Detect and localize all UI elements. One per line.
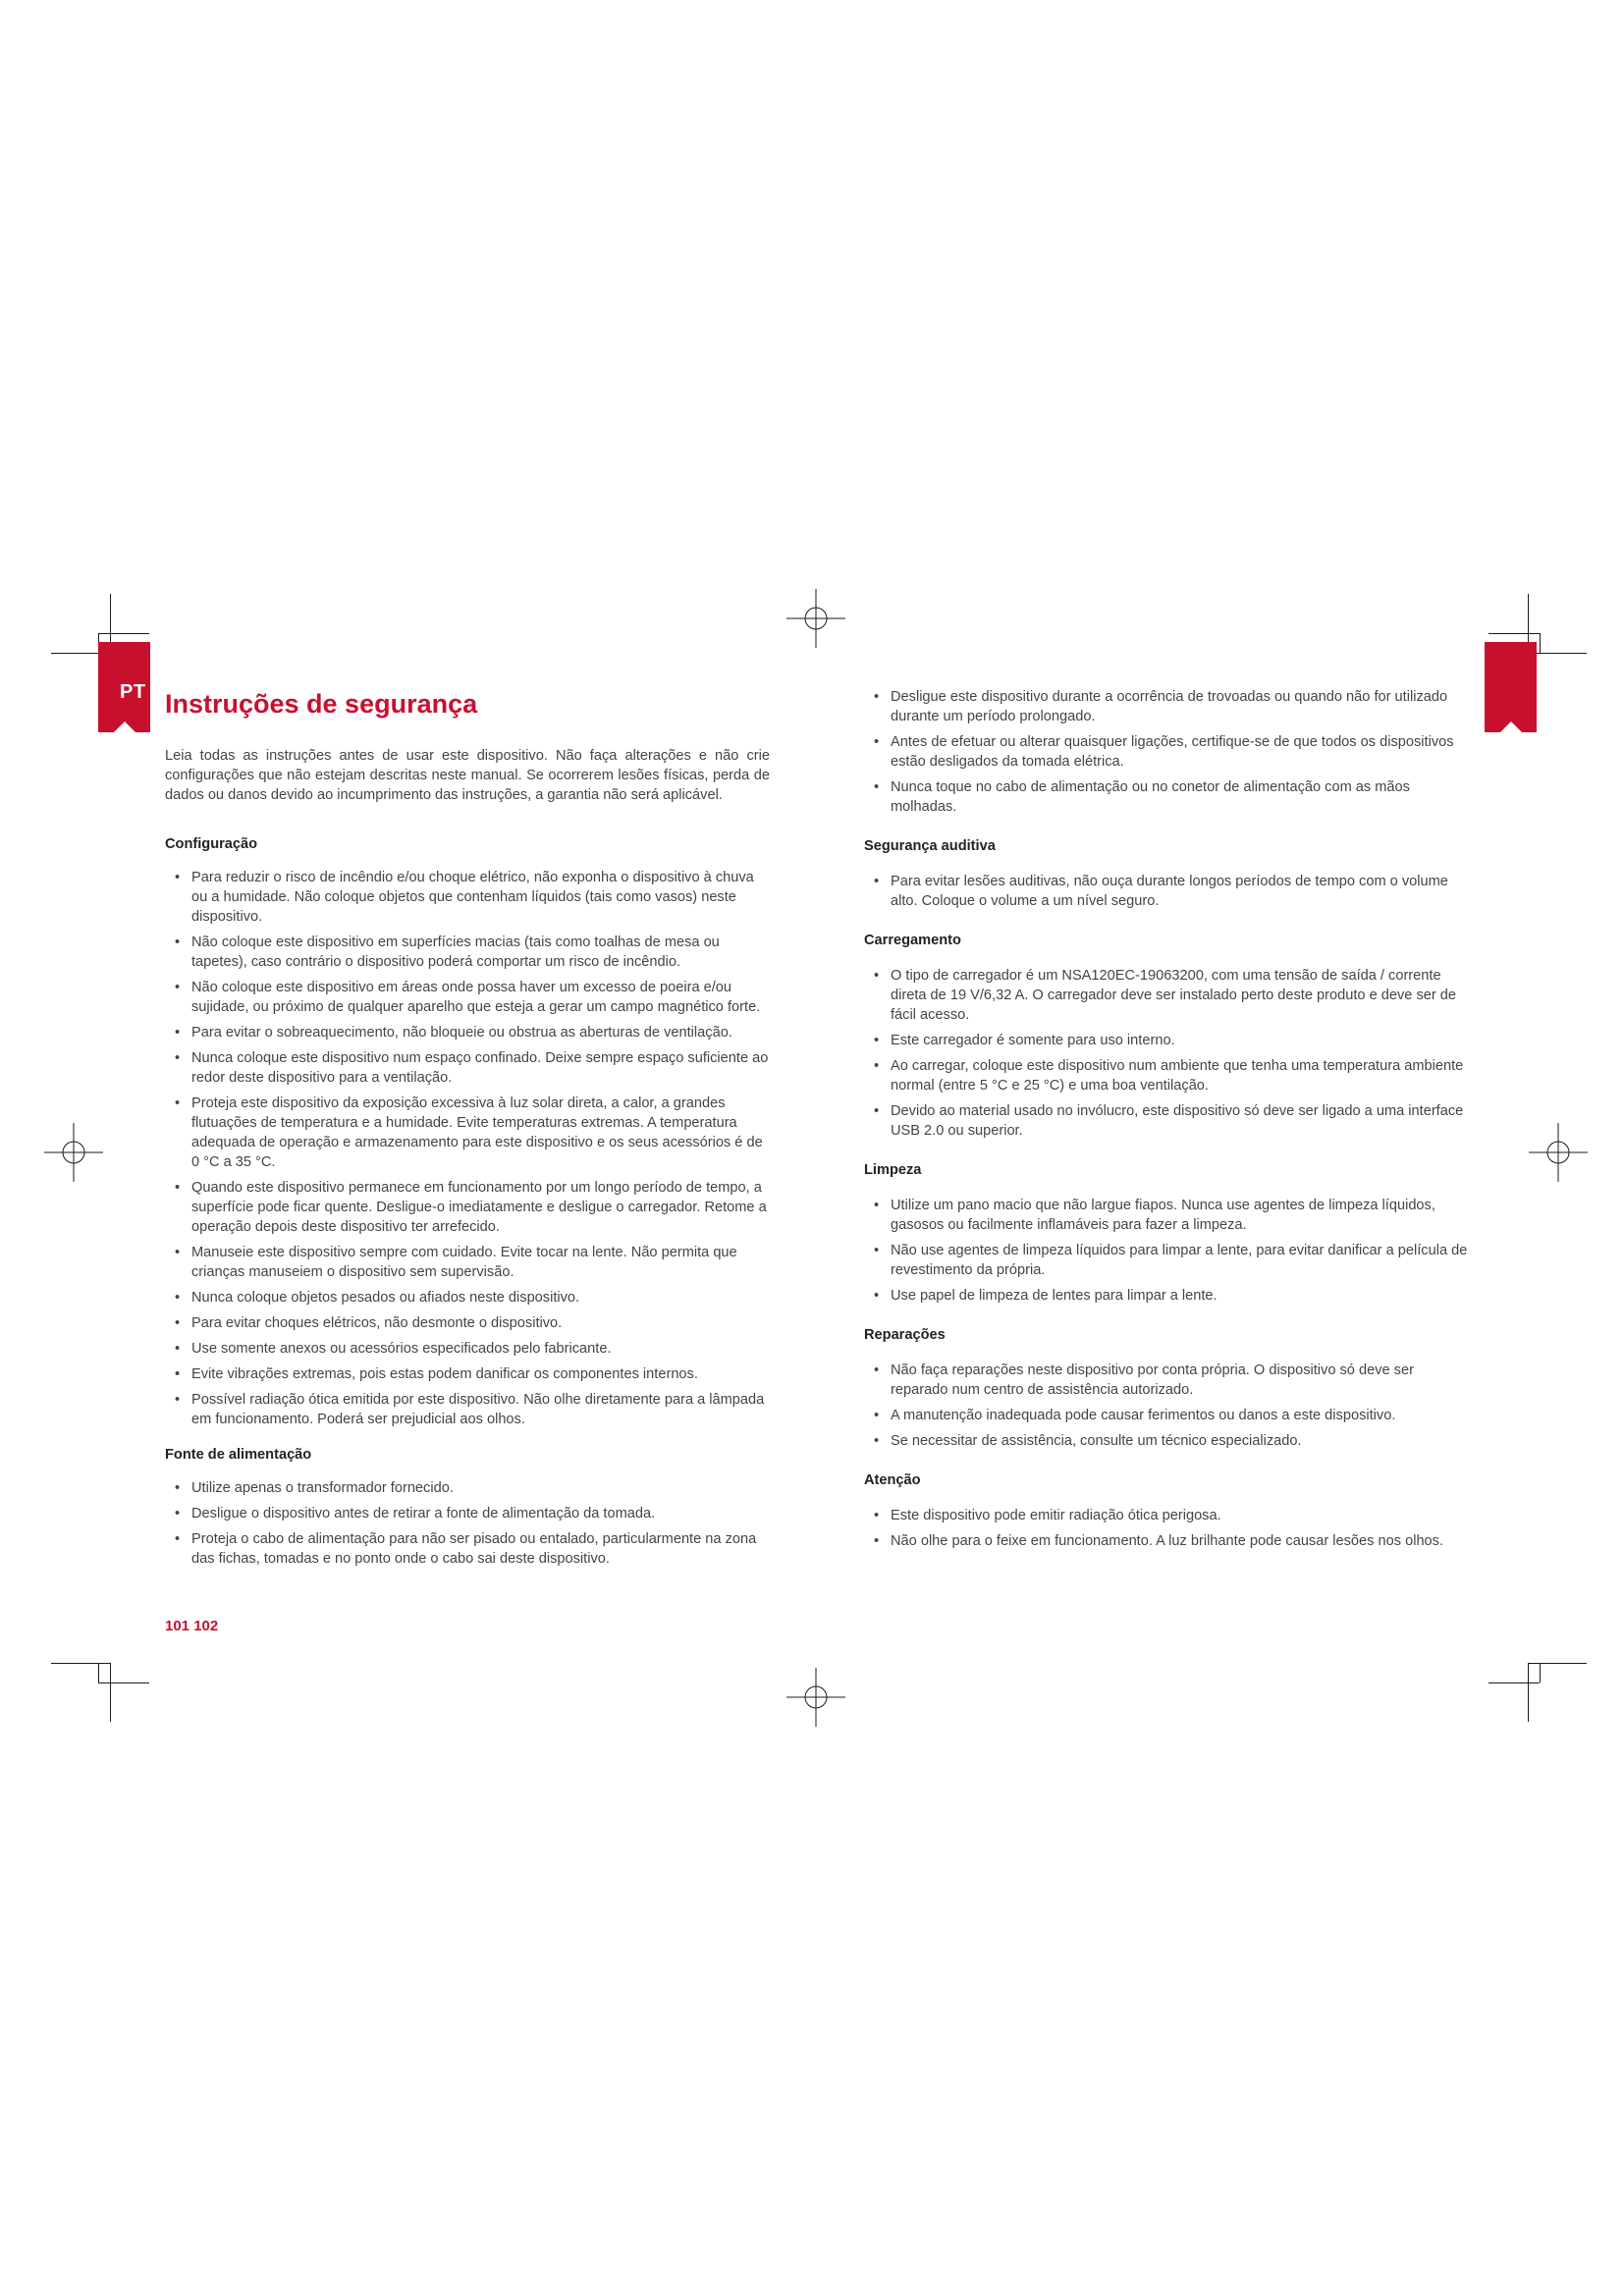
list-item: • Nunca coloque este dispositivo num espaço confinado. Deixe sempre espaço suficiente ao redor deste dispositivo para a ventilação. — [165, 1048, 770, 1088]
list-item: • Desligue este dispositivo durante a ocorrência de trovoadas ou quando não for utilizado durante um período prolongado. — [864, 687, 1475, 726]
crop-mark — [1528, 1663, 1587, 1664]
list-item: • Quando este dispositivo permanece em funcionamento por um longo período de tempo, a superfície pode ficar quente. Desligue-o imediatamente e desligue o carregador. Retome a operação depois deste dispositivo ter arrefecido. — [165, 1178, 770, 1237]
list-item: • Para evitar choques elétricos, não desmonte o dispositivo. — [165, 1313, 770, 1333]
crop-mark — [98, 1663, 99, 1682]
registration-mark-icon — [786, 1668, 845, 1727]
registration-mark-icon — [786, 589, 845, 648]
page-tab-marker — [1485, 642, 1537, 732]
page-numbers: 101 102 — [165, 1618, 219, 1634]
section-list-configuracao — [165, 868, 770, 1429]
crop-mark — [98, 633, 149, 634]
list-item: • Nunca coloque objetos pesados ou afiados neste dispositivo. — [165, 1288, 770, 1308]
list-item: • Para evitar lesões auditivas, não ouça durante longos períodos de tempo com o volume alto. Coloque o volume a um nível seguro. — [864, 872, 1475, 911]
crop-mark — [1528, 1663, 1529, 1722]
section-list-atencao — [864, 1506, 1475, 1551]
list-item: • Evite vibrações extremas, pois estas podem danificar os componentes internos. — [165, 1364, 770, 1384]
section-heading-reparacoes: Reparações — [864, 1327, 946, 1343]
list-item: • Não use agentes de limpeza líquidos para limpar a lente, para evitar danificar a película de revestimento da própria. — [864, 1241, 1475, 1280]
crop-mark — [1489, 633, 1540, 634]
crop-mark — [1540, 633, 1541, 653]
section-heading-fonte-de-alimentacao: Fonte de alimentação — [165, 1447, 312, 1463]
list-item: • Possível radiação ótica emitida por este dispositivo. Não olhe diretamente para a lâmpada em funcionamento. Poderá ser prejudicial aos olhos. — [165, 1390, 770, 1429]
language-tab — [98, 642, 150, 732]
list-item: • Ao carregar, coloque este dispositivo num ambiente que tenha uma temperatura ambiente normal (entre 5 °C e 25 °C) e uma boa ventilação. — [864, 1056, 1475, 1095]
list-item: • Se necessitar de assistência, consulte um técnico especializado. — [864, 1431, 1475, 1451]
section-list-limpeza — [864, 1196, 1475, 1306]
list-item: • Nunca toque no cabo de alimentação ou no conetor de alimentação com as mãos molhadas. — [864, 777, 1475, 817]
list-item: • Manuseie este dispositivo sempre com cuidado. Evite tocar na lente. Não permita que crianças manuseiem o dispositivo sem supervisão. — [165, 1243, 770, 1282]
registration-mark-icon — [1529, 1123, 1588, 1182]
section-list-seguranca-auditiva — [864, 872, 1475, 911]
crop-mark — [1528, 653, 1587, 654]
list-item: • Use somente anexos ou acessórios especificados pelo fabricante. — [165, 1339, 770, 1359]
list-item: • Não olhe para o feixe em funcionamento. A luz brilhante pode causar lesões nos olhos. — [864, 1531, 1475, 1551]
intro-paragraph: Leia todas as instruções antes de usar este dispositivo. Não faça alterações e não crie configurações que não estejam descritas neste manual. Se ocorrerem lesões físicas, perda de dados ou danos devido ao incumprimento das instruções, a garantia não será aplicável. — [165, 748, 770, 803]
right-page — [864, 687, 1475, 1571]
list-item: • Antes de efetuar ou alterar quaisquer ligações, certifique-se de que todos os dispositivos estão desligados da tomada elétrica. — [864, 732, 1475, 772]
list-item: • Não coloque este dispositivo em áreas onde possa haver um excesso de poeira e/ou sujidade, ou próximo de qualquer aparelho que esteja a gerar um campo magnético forte. — [165, 978, 770, 1017]
list-item: • Utilize um pano macio que não largue fiapos. Nunca use agentes de limpeza líquidos, gasosos ou facilmente inflamáveis para fazer a limpeza. — [864, 1196, 1475, 1235]
power-continued-list — [864, 687, 1475, 817]
section-heading-atencao: Atenção — [864, 1472, 921, 1488]
right-sections — [864, 836, 1475, 1551]
list-item: • Devido ao material usado no invólucro, este dispositivo só deve ser ligado a uma interface USB 2.0 ou superior. — [864, 1101, 1475, 1141]
crop-mark — [1540, 1663, 1541, 1682]
left-sections — [165, 834, 770, 1569]
registration-mark-icon — [44, 1123, 103, 1182]
page-title: Instruções de segurança — [165, 689, 478, 719]
list-item: • A manutenção inadequada pode causar ferimentos ou danos a este dispositivo. — [864, 1406, 1475, 1425]
list-item: • Proteja este dispositivo da exposição excessiva à luz solar direta, a calor, a grandes flutuações de temperatura e a humidade. Evite temperaturas extremas. A temperatura adequada de operação e armazenamento para este dispositivo e os seus acessórios é de 0 °C a 35 °C. — [165, 1094, 770, 1172]
crop-mark — [51, 1663, 110, 1664]
list-item: • Use papel de limpeza de lentes para limpar a lente. — [864, 1286, 1475, 1306]
section-list-carregamento — [864, 966, 1475, 1141]
list-item: • Não coloque este dispositivo em superfícies macias (tais como toalhas de mesa ou tapetes), caso contrário o dispositivo poderá comportar um risco de incêndio. — [165, 933, 770, 972]
list-item: • Desligue o dispositivo antes de retirar a fonte de alimentação da tomada. — [165, 1504, 770, 1523]
section-list-fonte-de-alimentacao — [165, 1478, 770, 1569]
list-item: • Este dispositivo pode emitir radiação ótica perigosa. — [864, 1506, 1475, 1525]
section-heading-seguranca-auditiva: Segurança auditiva — [864, 838, 996, 854]
crop-mark — [98, 1682, 149, 1683]
language-tab-label: PT — [120, 681, 146, 703]
section-heading-carregamento: Carregamento — [864, 933, 961, 948]
list-item: • Para reduzir o risco de incêndio e/ou choque elétrico, não exponha o dispositivo à chuva ou a humidade. Não coloque objetos que contenham líquidos (tais como vasos) neste dispositivo. — [165, 868, 770, 927]
crop-mark — [1489, 1682, 1540, 1683]
list-item: • Este carregador é somente para uso interno. — [864, 1031, 1475, 1050]
list-item: • Utilize apenas o transformador fornecido. — [165, 1478, 770, 1498]
list-item: • Não faça reparações neste dispositivo por conta própria. O dispositivo só deve ser reparado num centro de assistência autorizado. — [864, 1361, 1475, 1400]
section-heading-configuracao: Configuração — [165, 836, 258, 852]
list-item: • Proteja o cabo de alimentação para não ser pisado ou entalado, particularmente na zona das fichas, tomadas e no ponto onde o cabo sai deste dispositivo. — [165, 1529, 770, 1569]
left-page — [165, 687, 770, 1584]
list-item: • Para evitar o sobreaquecimento, não bloqueie ou obstrua as aberturas de ventilação. — [165, 1023, 770, 1042]
list-item: • O tipo de carregador é um NSA120EC-19063200, com uma tensão de saída / corrente direta de 19 V/6,32 A. O carregador deve ser instalado perto deste produto e deve ser de fácil acesso. — [864, 966, 1475, 1025]
section-heading-limpeza: Limpeza — [864, 1162, 922, 1178]
crop-mark — [110, 1663, 111, 1722]
section-list-reparacoes — [864, 1361, 1475, 1451]
